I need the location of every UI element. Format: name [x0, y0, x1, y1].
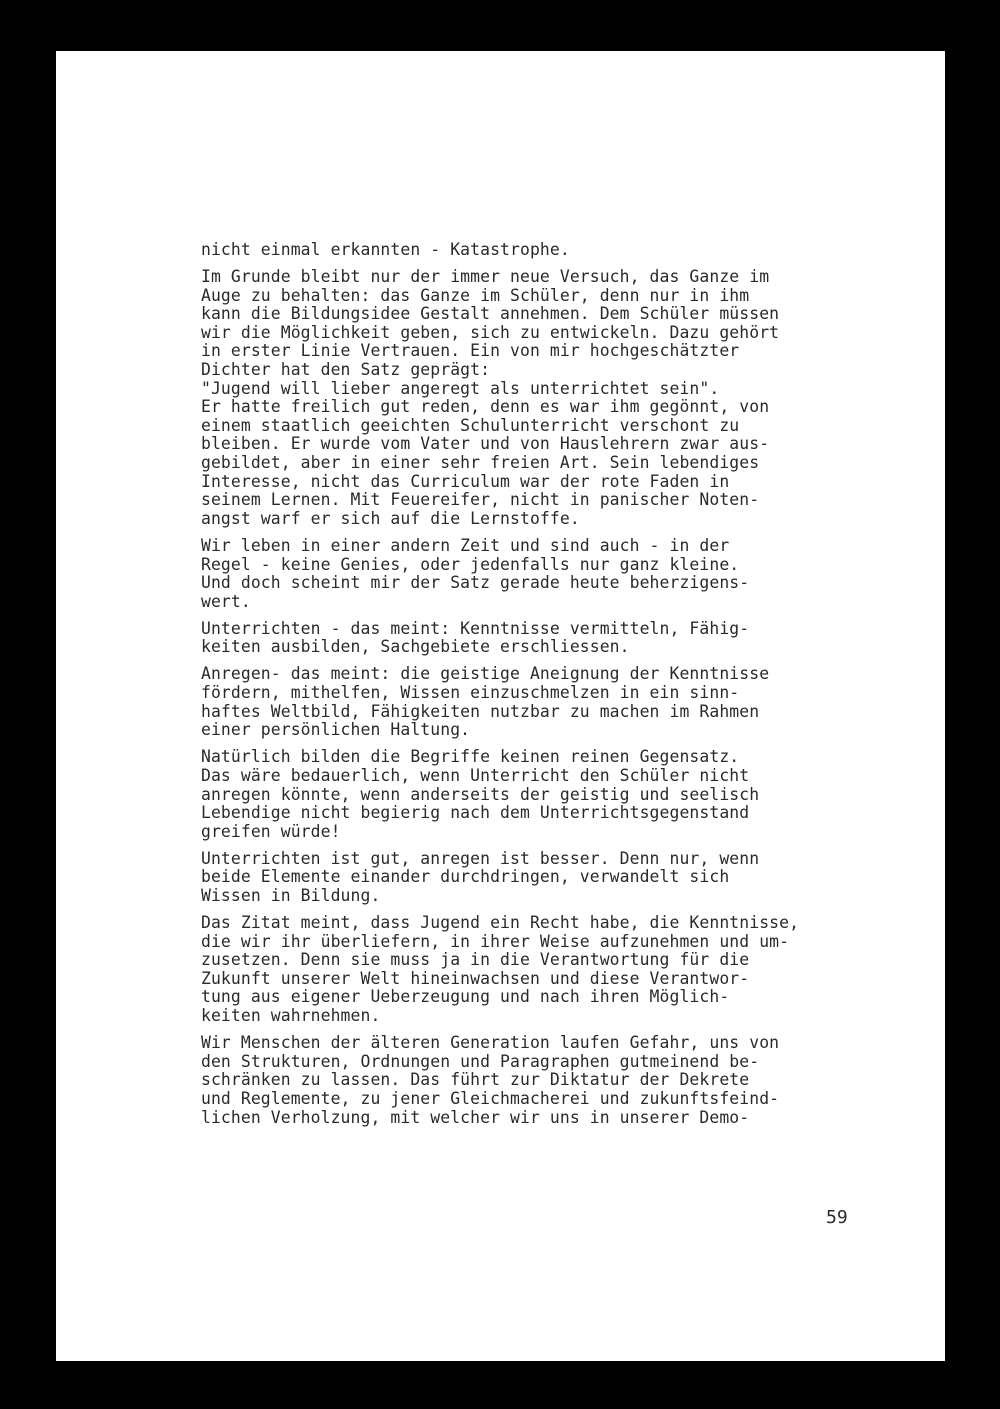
text-line: den Strukturen, Ordnungen und Paragraphen gutmeinend be-	[201, 1051, 760, 1071]
paragraph	[201, 665, 901, 739]
text-line: Und doch scheint mir der Satz gerade heute beherzigens-	[201, 573, 750, 593]
text-line: nicht einmal erkannten - Katastrophe.	[201, 240, 570, 259]
text-line: schränken zu lassen. Das führt zur Diktatur der Dekrete	[201, 1070, 750, 1090]
paragraph	[201, 748, 901, 841]
text-line: in erster Linie Vertrauen. Ein von mir hochgeschätzter	[201, 341, 740, 361]
text-line: Unterrichten - das meint: Kenntnisse vermitteln, Fähig-	[201, 618, 750, 638]
paragraph	[201, 537, 901, 611]
page-number: 59	[826, 1207, 848, 1228]
text-line: "Jugend will lieber angeregt als unterrichtet sein".	[201, 378, 720, 398]
text-line: anregen könnte, wenn anderseits der geistig und seelisch	[201, 784, 760, 804]
text-line: gebildet, aber in einer sehr freien Art. Sein lebendiges	[201, 453, 760, 473]
text-line: Im Grunde bleibt nur der immer neue Versuch, das Ganze im	[201, 267, 770, 287]
document-page	[56, 51, 945, 1361]
text-line: angst warf er sich auf die Lernstoffe.	[201, 508, 580, 528]
text-line: zusetzen. Denn sie muss ja in die Verantwortung für die	[201, 950, 750, 970]
text-line: greifen würde!	[201, 821, 341, 841]
text-line: Regel - keine Genies, oder jedenfalls nur ganz kleine.	[201, 554, 740, 574]
paragraph	[201, 850, 901, 906]
text-line: Anregen- das meint: die geistige Aneignung der Kenntnisse	[201, 664, 770, 684]
text-line: die wir ihr überliefern, in ihrer Weise aufzunehmen und um-	[201, 931, 790, 951]
text-line: Zukunft unserer Welt hineinwachsen und diese Verantwor-	[201, 968, 750, 988]
text-line: kann die Bildungsidee Gestalt annehmen. Dem Schüler müssen	[201, 304, 780, 324]
text-line: Wissen in Bildung.	[201, 886, 381, 905]
text-line: Unterrichten ist gut, anregen ist besser. Denn nur, wenn	[201, 848, 760, 868]
paragraph	[201, 914, 901, 1026]
text-line: Dichter hat den Satz geprägt:	[201, 360, 491, 380]
text-line: Das Zitat meint, dass Jugend ein Recht habe, die Kenntnisse,	[201, 913, 800, 933]
text-line: Das wäre bedauerlich, wenn Unterricht den Schüler nicht	[201, 765, 750, 785]
paragraph	[201, 268, 901, 528]
text-line: seinem Lernen. Mit Feuereifer, nicht in panischer Noten-	[201, 490, 760, 510]
text-line: tung aus eigener Ueberzeugung und nach ihren Möglich-	[201, 987, 730, 1007]
text-line: bleiben. Er wurde vom Vater und von Hauslehrern zwar aus-	[201, 434, 770, 454]
text-line: beide Elemente einander durchdringen, verwandelt sich	[201, 867, 730, 887]
text-line: einem staatlich geeichten Schulunterricht verschont zu	[201, 415, 740, 435]
text-line: wir die Möglichkeit geben, sich zu entwickeln. Dazu gehört	[201, 322, 780, 342]
text-line: Lebendige nicht begierig nach dem Unterrichtsgegenstand	[201, 803, 750, 823]
text-line: und Reglemente, zu jener Gleichmacherei und zukunftsfeind-	[201, 1088, 780, 1108]
text-line: fördern, mithelfen, Wissen einzuschmelzen in ein sinn-	[201, 683, 740, 703]
text-line: Auge zu behalten: das Ganze im Schüler, denn nur in ihm	[201, 285, 750, 305]
text-line: lichen Verholzung, mit welcher wir uns in unserer Demo-	[201, 1107, 750, 1127]
paragraph	[201, 620, 901, 657]
text-line: keiten wahrnehmen.	[201, 1006, 381, 1026]
paragraph	[201, 1034, 901, 1127]
text-line: wert.	[201, 591, 251, 611]
text-line: Wir leben in einer andern Zeit und sind auch - in der	[201, 535, 730, 555]
text-line: haftes Weltbild, Fähigkeiten nutzbar zu machen im Rahmen	[201, 701, 760, 721]
text-line: keiten ausbilden, Sachgebiete erschliessen.	[201, 637, 630, 657]
text-line: Interesse, nicht das Curriculum war der rote Faden in	[201, 471, 730, 491]
text-line: Natürlich bilden die Begriffe keinen reinen Gegensatz.	[201, 747, 740, 767]
text-line: einer persönlichen Haltung.	[201, 720, 471, 740]
body-text	[201, 241, 901, 1136]
paragraph	[201, 241, 901, 260]
text-line: Er hatte freilich gut reden, denn es war ihm gegönnt, von	[201, 397, 770, 417]
text-line: Wir Menschen der älteren Generation laufen Gefahr, uns von	[201, 1033, 780, 1053]
